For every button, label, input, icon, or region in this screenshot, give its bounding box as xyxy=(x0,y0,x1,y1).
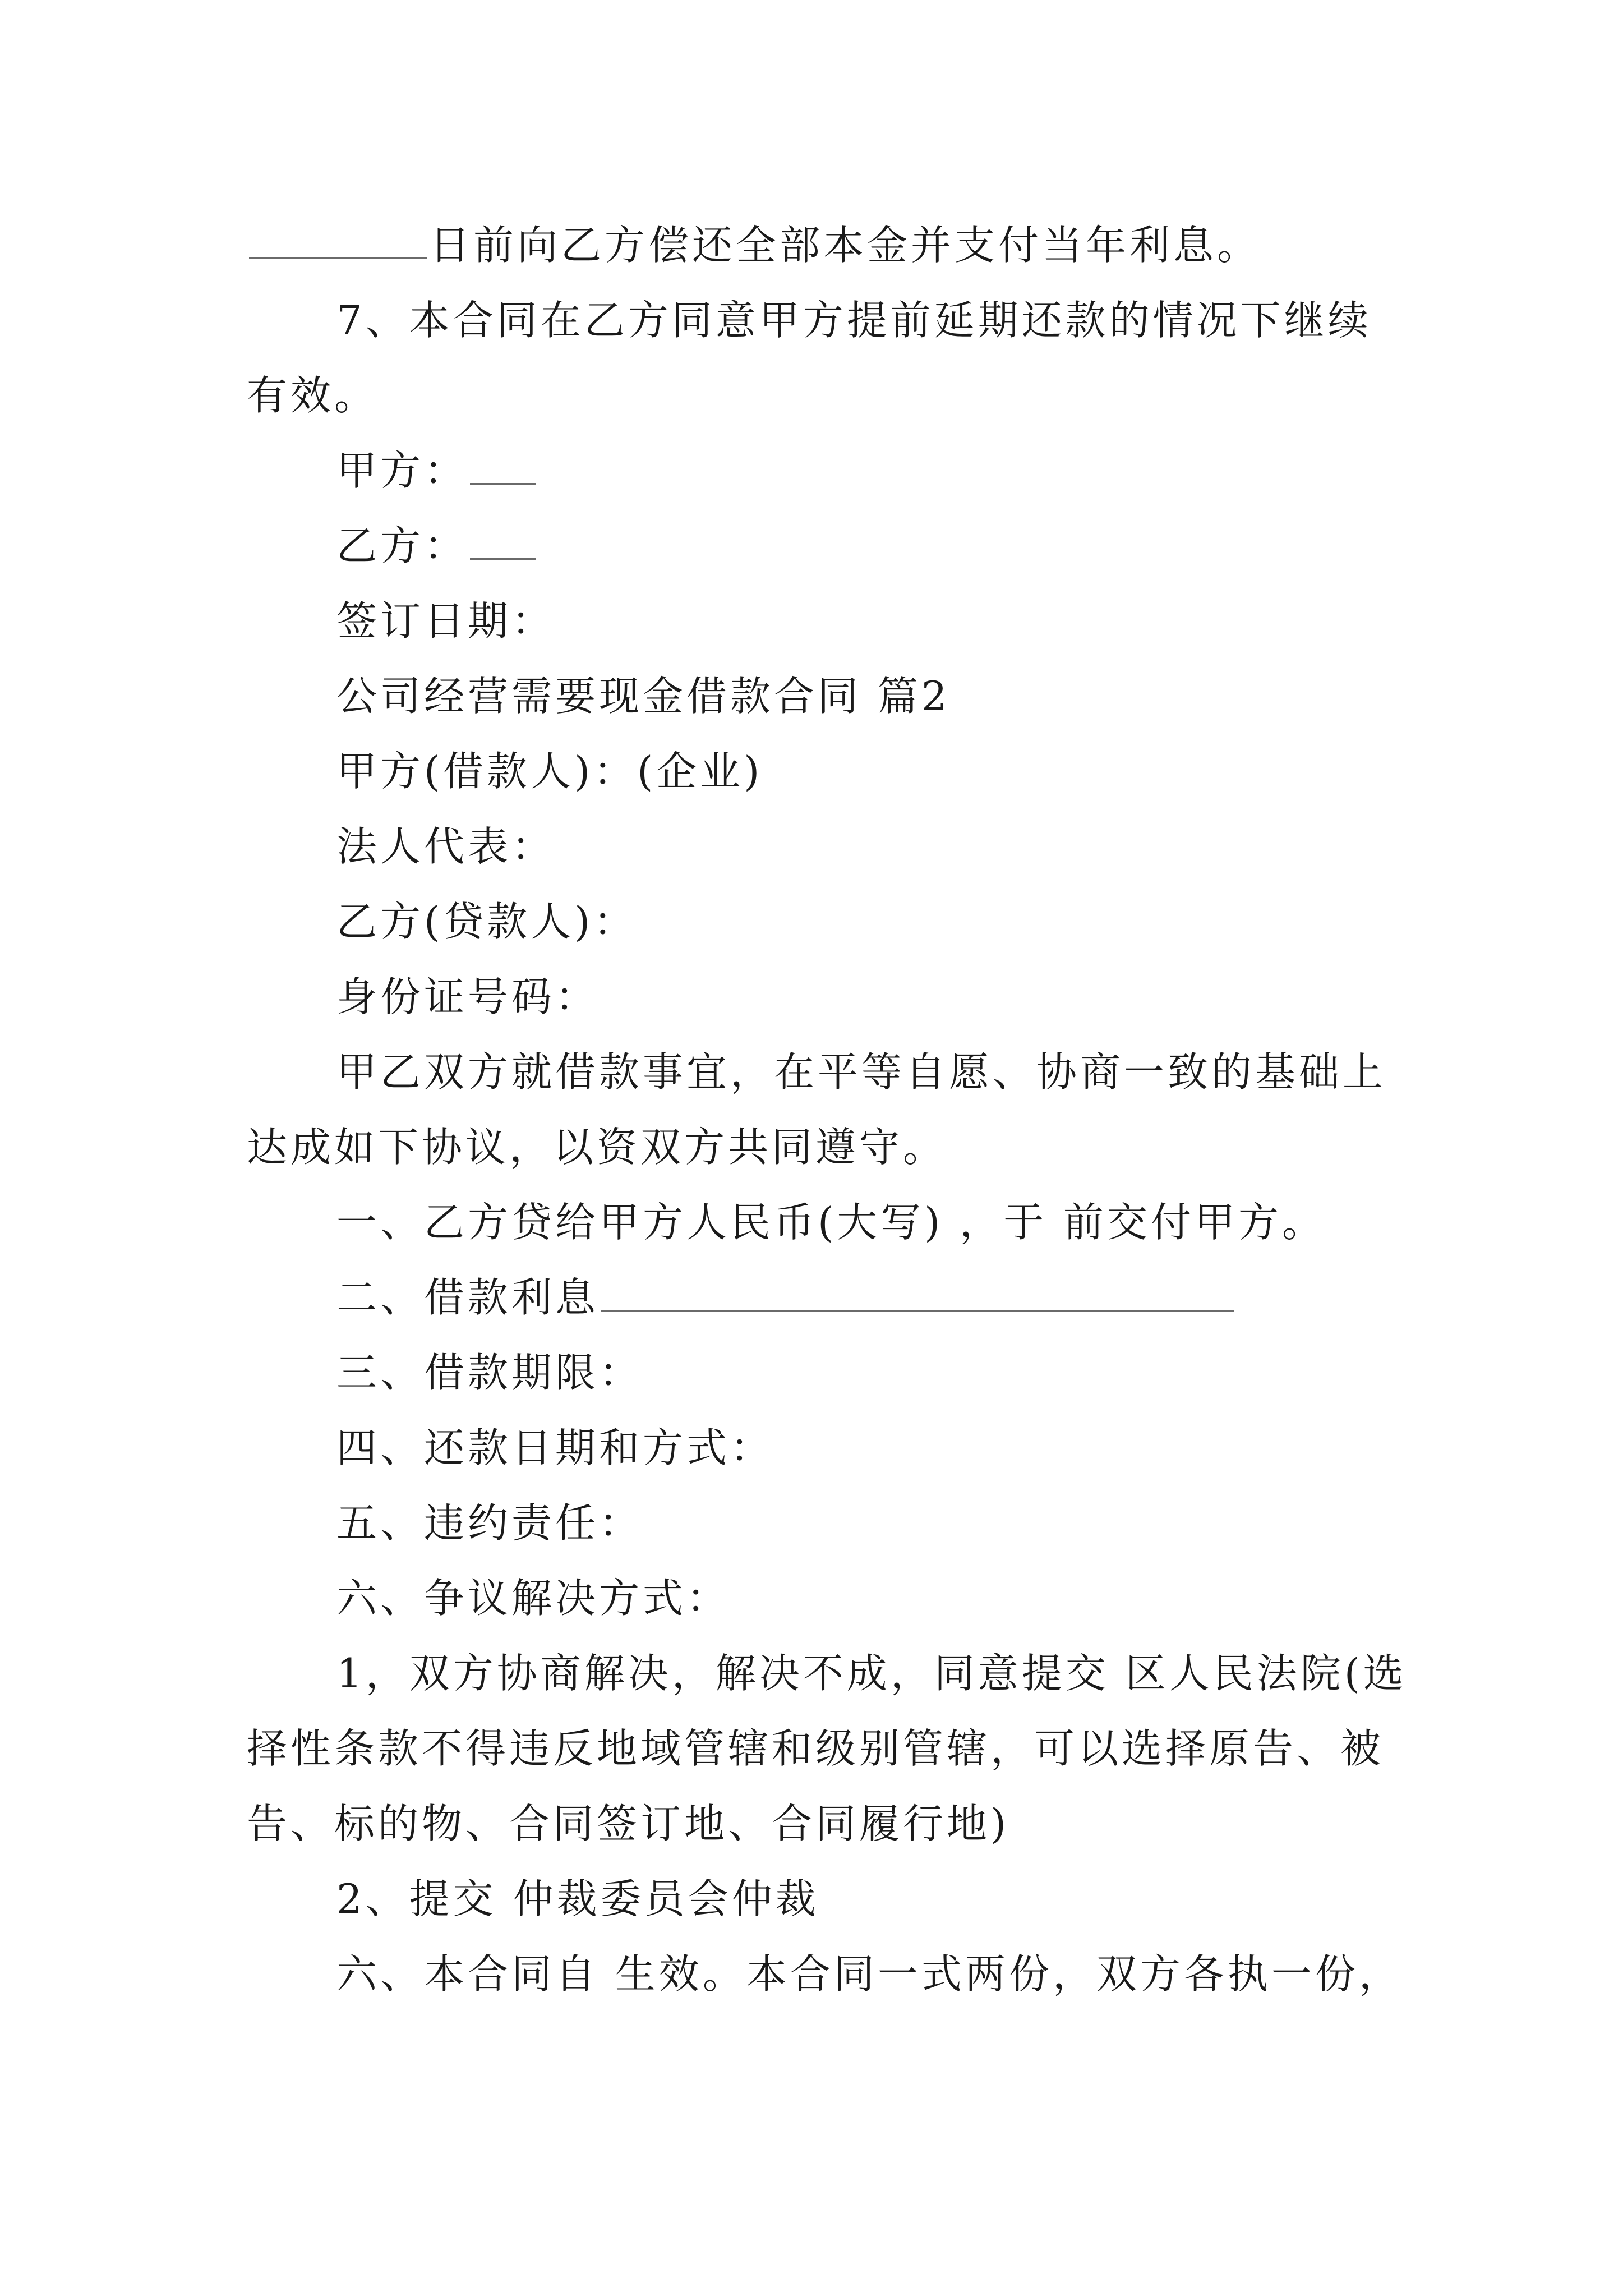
text-line: 六、本合同自 生效。本合同一式两份，双方各执一份， xyxy=(336,1950,1403,1998)
text-line: 三、借款期限： xyxy=(336,1349,643,1396)
party-b-line: 乙方： xyxy=(336,521,1481,571)
text-line: 乙方(贷款人)： xyxy=(336,898,638,945)
text-line: 六、争议解决方式： xyxy=(336,1575,731,1622)
text-line: 达成如下协议，以资双方共同遵守。 xyxy=(247,1124,947,1171)
interest-line: 二、借款利息 xyxy=(336,1272,1481,1323)
text-line: 择性条款不得违反地域管辖和级别管辖，可以选择原告、被 xyxy=(247,1725,1385,1772)
text-line: 法人代表： xyxy=(336,823,556,870)
text-line: 日前向乙方偿还全部本金并支付当年利息。 xyxy=(247,220,1391,270)
party-a-line: 甲方： xyxy=(336,445,1481,496)
text-line: 四、还款日期和方式： xyxy=(336,1424,774,1471)
text-line: 五、违约责任： xyxy=(336,1499,643,1547)
text-line: 身份证号码： xyxy=(336,973,600,1020)
fill-in-blank xyxy=(249,223,427,259)
fill-in-blank xyxy=(470,523,536,560)
section-title: 公司经营需要现金借款合同 篇2 xyxy=(336,673,951,720)
text-line: 甲方(借款人)：(企业) xyxy=(336,748,763,795)
text-line: 7、本合同在乙方同意甲方提前延期还款的情况下继续 xyxy=(336,297,1372,344)
text-line: 告、标的物、合同签订地、合同履行地) xyxy=(247,1800,1010,1847)
text-line: 甲乙双方就借款事宜，在平等自愿、协商一致的基础上 xyxy=(336,1048,1387,1096)
text-line: 1，双方协商解决，解决不成，同意提交 区人民法院(选 xyxy=(336,1650,1407,1697)
fill-in-blank xyxy=(470,448,536,485)
text-line: 一、乙方贷给甲方人民币(大写) ，于 前交付甲方。 xyxy=(336,1199,1326,1246)
fill-in-blank xyxy=(601,1275,1234,1312)
text-line: 2、提交 仲裁委员会仲裁 xyxy=(336,1875,819,1922)
sign-date-line: 签订日期： xyxy=(336,597,556,645)
text-line: 有效。 xyxy=(247,372,379,419)
